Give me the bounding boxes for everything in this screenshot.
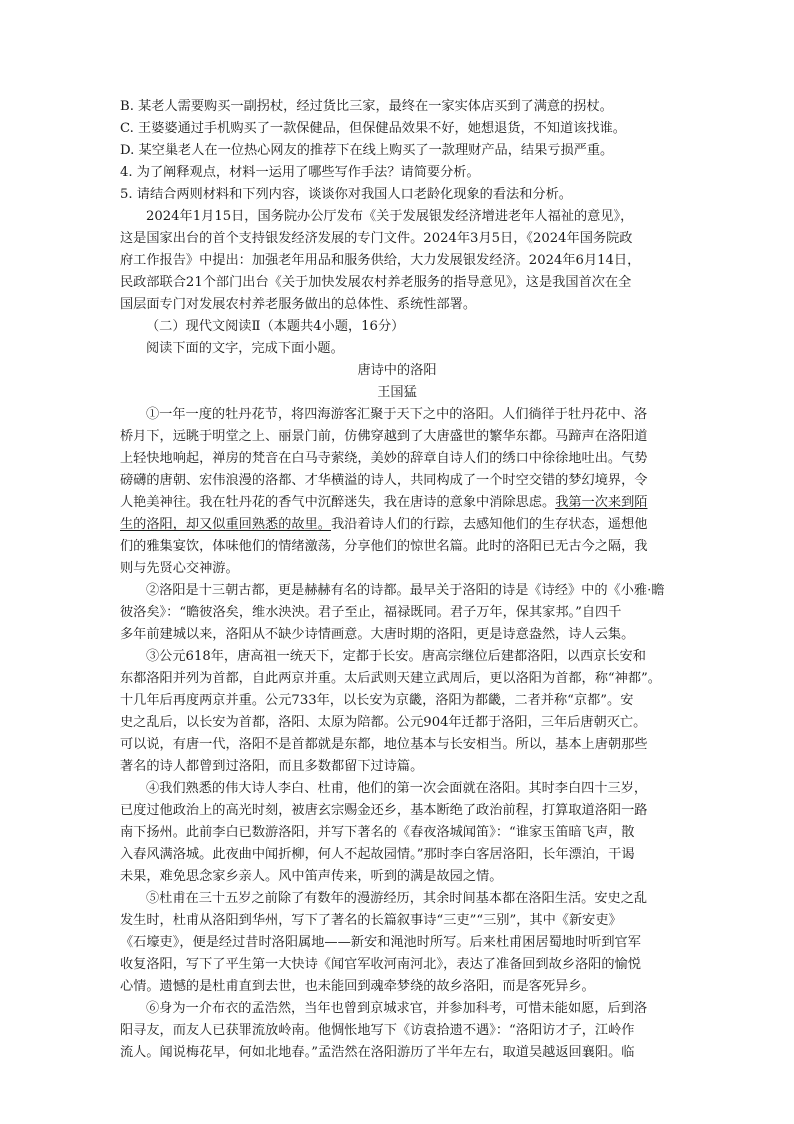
article-author: 王国猛 — [377, 385, 417, 400]
p1-line: ①一年一度的牡丹花节，将四海游客汇聚于天下之中的洛阳。人们徜徉于牡丹花中、洛 — [146, 407, 648, 422]
p3-line: ③公元618年，唐高祖一统天下，定都于长安。唐高宗继位后建都洛阳，以西京长安和 — [146, 649, 646, 664]
p5-line: 发生时，杜甫从洛阳到华州，写下了著名的长篇叙事诗“三吏”“三别”，其中《新安吏》 — [120, 913, 622, 928]
section-heading: （二）现代文阅读Ⅱ（本题共4小题，16分） — [146, 319, 405, 334]
policy-line: 这是国家出台的首个支持银发经济发展的专门文件。2024年3月5日，《2024年国务院政 — [120, 231, 633, 246]
p3-line: 东都洛阳并列为首都，自此两京并重。太后武则天建立武周后，更以洛阳为首都，称“神都”。 — [120, 671, 661, 686]
policy-line: 民政部联合21个部门出台《关于加快发展农村养老服务的指导意见》，这是我国首次在全 — [120, 275, 632, 290]
p3-line: 十几年后再度两京并重。公元733年，以长安为京畿，洛阳为都畿，二者并称“京都”。安 — [120, 693, 634, 708]
p2-line: ②洛阳是十三朝古都，更是赫赫有名的诗都。最早关于洛阳的诗是《诗经》中的《小雅·瞻 — [146, 583, 665, 598]
p2-line: 彼洛矣》：“瞻彼洛矣，维水泱泱。君子至止，福禄既同。君子万年，保其家邦。”自四千 — [120, 605, 622, 620]
p4-line: 已度过他政治上的高光时刻，被唐玄宗赐金还乡，基本断绝了政治前程，打算取道洛阳一路 — [120, 803, 648, 818]
p1-text: 我沿着诗人们的行踪，去感知他们的生存状态，遥想他 — [331, 517, 648, 532]
p6-line: 阳寻友，而友人已获罪流放岭南。他惆怅地写下《访袁拾遗不遇》：“洛阳访才子，江岭作 — [120, 1023, 635, 1038]
p1-line: 磅礴的唐朝、宏伟浪漫的洛都、才华横溢的诗人，共同构成了一个时空交错的梦幻境界，令 — [120, 473, 648, 488]
p1-line: 则与先贤心交神游。 — [120, 561, 239, 576]
article-title: 唐诗中的洛阳 — [357, 363, 437, 378]
p1-line: 上轻快地响起，禅房的梵音在白马寺萦绕，美妙的辞章自诗人们的绣口中徐徐地吐出。气势 — [120, 451, 648, 466]
p1-line: 们的雅集宴饮，体味他们的情绪激荡，分享他们的惊世名篇。此时的洛阳已无古今之隔，我 — [120, 539, 648, 554]
underlined-sentence: 我第一次来到陌 — [555, 495, 648, 510]
option-d: D. 某空巢老人在一位热心网友的推荐下在线上购买了一款理财产品，结果亏损严重。 — [120, 143, 614, 158]
p4-line: 未果，难免思念家乡亲人。风中笛声传来，听到的满是故园之情。 — [120, 869, 503, 884]
p1-line — [120, 494, 648, 512]
p3-line: 史之乱后，以长安为首都，洛阳、太原为陪都。公元904年迁都于洛阳，三年后唐朝灭亡。 — [120, 715, 647, 730]
p6-line: 流人。闻说梅花早，何如北地春。”孟浩然在洛阳游历了半年左右，取道吴越返回襄阳。临 — [120, 1045, 635, 1060]
p5-line: 收复洛阳，写下了平生第一大快诗《闻官军收河南河北》，表达了准备回到故乡洛阳的愉悦 — [120, 957, 641, 972]
p4-line: 南下扬州。此前李白已数游洛阳，并写下著名的《春夜洛城闻笛》：“谁家玉笛暗飞声，散 — [120, 825, 635, 840]
p1-text: 人艳美神往。我在牡丹花的香气中沉醉迷失，我在唐诗的意象中消除思虑。 — [120, 495, 556, 510]
p6-line: ⑥身为一介布衣的孟浩然，当年也曾到京城求官，并参加科考，可惜未能如愿，后到洛 — [146, 1001, 648, 1016]
p5-line: ⑤杜甫在三十五岁之前除了有数年的漫游经历，其余时间基本都在洛阳生活。安史之乱 — [146, 891, 648, 906]
p3-line: 著名的诗人都曾到过洛阳，而且多数都留下过诗篇。 — [120, 759, 424, 774]
underlined-sentence: 生的洛阳，却又似重回熟悉的故里。 — [120, 517, 331, 532]
option-b: B. 某老人需要购买一副拐杖，经过货比三家，最终在一家实体店买到了满意的拐杖。 — [120, 99, 613, 114]
option-c: C. 王婆婆通过手机购买了一款保健品，但保健品效果不好，她想退货，不知道该找谁。 — [120, 121, 626, 136]
policy-line: 府工作报告》中提出：加强老年用品和服务供给，大力发展银发经济。2024年6月14日， — [120, 253, 641, 268]
p5-line: 《石壕吏》，便是经过昔时洛阳属地——新安和渑池时所写。后来杜甫困居蜀地时听到官军 — [120, 935, 641, 950]
p3-line: 可以说，有唐一代，洛阳不是首都就是东都，地位基本与长安相当。所以，基本上唐朝那些 — [120, 737, 648, 752]
p1-line: 桥月下，远眺于明堂之上、丽景门前，仿佛穿越到了大唐盛世的繁华东都。马蹄声在洛阳道 — [120, 429, 648, 444]
question-4: 4. 为了阐释观点，材料一运用了哪些写作手法？请简要分析。 — [120, 165, 480, 180]
policy-line: 2024年1月15日，国务院办公厅发布《关于发展银发经济增进老年人福祉的意见》， — [146, 209, 634, 224]
policy-line: 国层面专门对发展农村养老服务做出的总体性、系统性部署。 — [120, 297, 477, 312]
p4-line: 入春风满洛城。此夜曲中闻折柳，何人不起故园情。”那时李白客居洛阳，长年漂泊，干谒 — [120, 847, 635, 862]
p1-line — [120, 516, 648, 534]
question-5: 5. 请结合两则材料和下列内容，谈谈你对我国人口老龄化现象的看法和分析。 — [120, 187, 572, 202]
instruction: 阅读下面的文字，完成下面小题。 — [146, 341, 344, 356]
p5-line: 心情。遗憾的是杜甫直到去世，也未能回到魂牵梦绕的故乡洛阳，而是客死异乡。 — [120, 979, 595, 994]
p2-line: 多年前建城以来，洛阳从不缺少诗情画意。大唐时期的洛阳，更是诗意盎然，诗人云集。 — [120, 627, 635, 642]
p4-line: ④我们熟悉的伟大诗人李白、杜甫，他们的第一次会面就在洛阳。其时李白四十三岁， — [146, 781, 648, 796]
